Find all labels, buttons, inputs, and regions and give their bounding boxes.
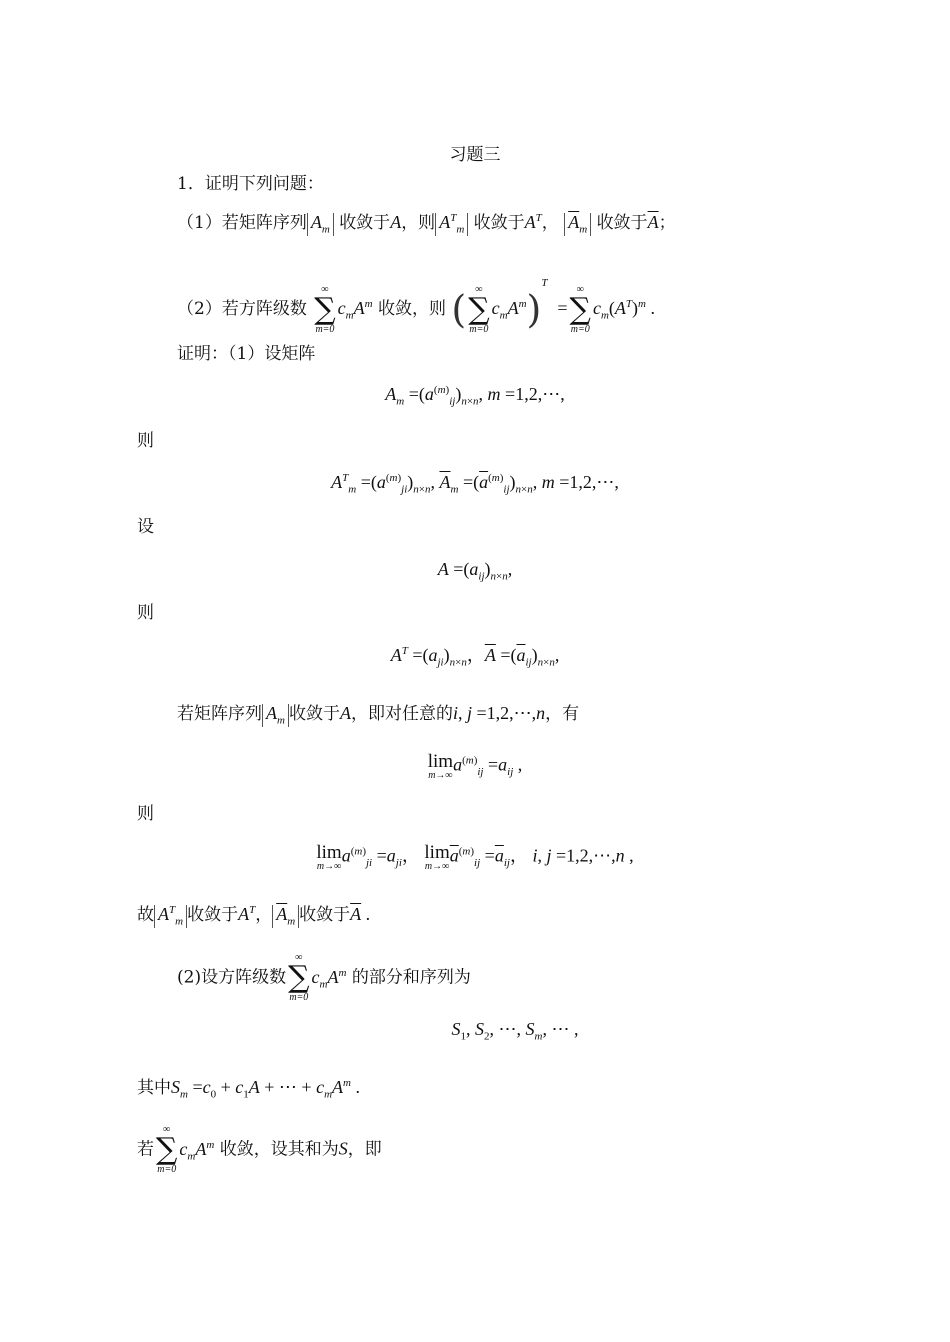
- part2-proof-tail: 的部分和序列为: [351, 967, 471, 988]
- part1-mid-2: 收敛于: [473, 213, 525, 233]
- ruo-tail: 收敛，设其和为: [219, 1139, 339, 1160]
- problem-label: 1．证明下列问题：: [177, 174, 324, 194]
- word-ze-2: 则: [137, 603, 154, 623]
- part2-proof-text: (2)设方阵级数: [177, 967, 287, 988]
- part1-mid: 收敛于: [339, 213, 391, 233]
- eq-amt-def: $A^T_m =(a^{(m)}_{ji})_{n\times n}$, $\overline{A}_m =(\overline{a}^{(m)}_{ij})_{n\times n}$, m =1,2,⋯,: [331, 472, 619, 496]
- word-ze-3: 则: [137, 804, 154, 824]
- word-ze-1: 则: [137, 431, 154, 451]
- page-title: 习题三: [449, 145, 501, 165]
- eq-a-def: $A =(a_{ij})_{n\times n}$,: [437, 559, 513, 583]
- part1-then: ，则: [401, 213, 436, 233]
- part2-statement: （2）若方阵级数 ∞ ∑ m=0 $c_mA^m$ 收敛，则 ( ∞ ∑ m=0 $c_mA^m)^T$ = ∞ ∑ m=0 $c_m(A^T)^m$ .: [177, 277, 655, 335]
- conv-text2: 收敛于: [288, 704, 340, 724]
- part1-statement: （1）若矩阵序列 $A_m$ 收敛于A，则 $A^T_m$ 收敛于$A^T$， $\overline{A}_m$ 收敛于$\overline{A}$；: [177, 212, 676, 236]
- part1-text: （1）若矩阵序列: [177, 213, 307, 233]
- word-qizhong: 其中: [137, 1078, 171, 1098]
- conv-text4: ，有: [545, 704, 580, 724]
- word-gu: 故: [137, 905, 154, 925]
- word-ji: ，即: [347, 1139, 382, 1160]
- conv-text3: ，即对任意的: [350, 704, 453, 724]
- part1-mid-3: 收敛于: [596, 213, 648, 233]
- eq-limit: lim m→∞ $a^{(m)}_{ij} =a_{ij}$ ,: [427, 751, 523, 781]
- eq-limit-2: lim m→∞ $a^{(m)}_{ji} =a_{ji}$， lim m→∞ $\overline{a}^{(m)}_{ij} =\overline{a}_{ij}$， i, j =1,2,⋯,n ,: [316, 842, 634, 872]
- eq-partial-sums: $S_1$, $S_2$, ⋯, $S_m$, ⋯ ,: [451, 1019, 579, 1043]
- eq-at-def: $A^T =(a_{ji})_{n\times n}$，$\overline{A} =(\overline{a}_{ij})_{n\times n}$,: [390, 645, 560, 669]
- gu-mid: 收敛于: [187, 905, 239, 925]
- partial-sum-def: 其中$S_m =c_0 + c_1A$ + ⋯ + $c_mA^m$ .: [137, 1077, 360, 1101]
- conclusion-1: 故 $A^T_m$ 收敛于$A^T$， $\overline{A}_m$ 收敛于$\overline{A}$ .: [137, 904, 371, 928]
- part2-proof: (2)设方阵级数 ∞ ∑ m=0 $c_mA^m$ 的部分和序列为: [177, 952, 471, 1003]
- sum-statement: 若 ∞ ∑ m=0 $c_mA^m$ 收敛，设其和为S，即: [137, 1124, 382, 1175]
- conv-statement: 若矩阵序列 $A_m$ 收敛于A，即对任意的i, j =1,2,⋯,n，有: [177, 703, 580, 727]
- proof-label: 证明：（1）设矩阵: [177, 344, 316, 364]
- eq-am-def: $A_m =(a^{(m)}_{ij})_{n\times n}$, m =1,2,⋯,: [385, 384, 565, 408]
- conv-text: 若矩阵序列: [177, 704, 262, 724]
- gu-mid-2: 收敛于: [299, 905, 351, 925]
- part2-mid: 收敛，则: [377, 299, 446, 319]
- word-ruo: 若: [137, 1139, 154, 1160]
- word-she: 设: [137, 517, 154, 537]
- part2-text: （2）若方阵级数: [177, 299, 307, 319]
